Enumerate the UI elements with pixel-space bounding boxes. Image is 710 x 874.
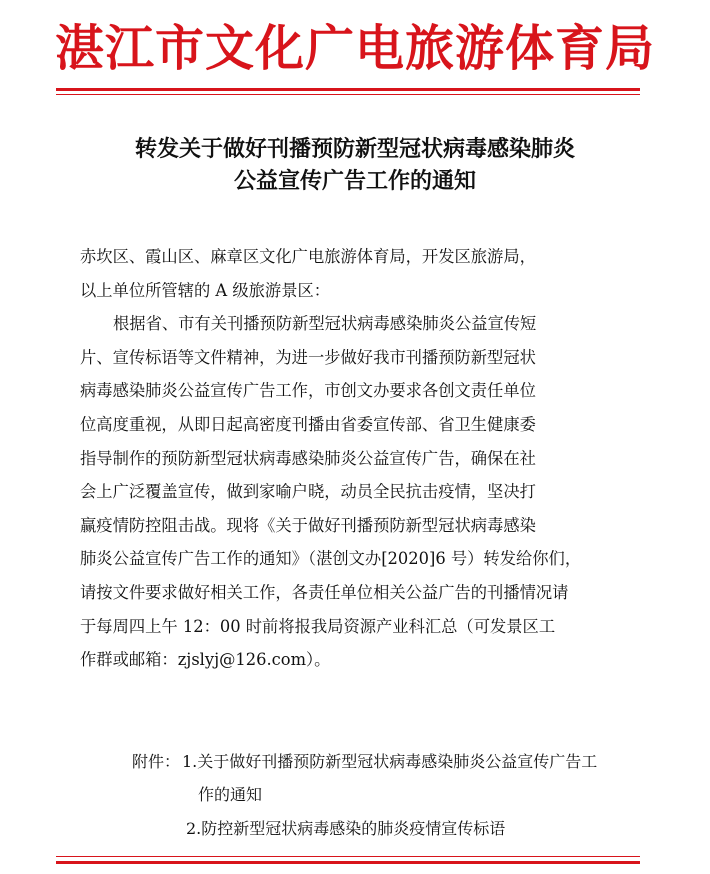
footer-rule-thick <box>56 861 640 864</box>
body-line: 位高度重视，从即日起高密度刊播由省委宣传部、省卫生健康委 <box>80 414 536 434</box>
addressee-line-2: 以上单位所管辖的 A 级旅游景区： <box>80 280 331 300</box>
body-line: 作群或邮箱：zjslyj@126.com）。 <box>80 650 331 670</box>
header-rule-thick <box>56 88 640 91</box>
body-line: 根据省、市有关刊播预防新型冠状病毒感染肺炎公益宣传短 <box>113 314 537 334</box>
body-line: 病毒感染肺炎公益宣传广告工作，市创文办要求各创文责任单位 <box>80 381 536 401</box>
header-rule-thin <box>56 94 640 95</box>
attachment-item-2: 2.防控新型冠状病毒感染的肺炎疫情宣传标语 <box>186 819 506 838</box>
footer-rule-thin <box>56 856 640 857</box>
body-line: 请按文件要求做好相关工作，各责任单位相关公益广告的刊播情况请 <box>80 582 569 602</box>
attachment-item-1-line-1: 1.关于做好刊播预防新型冠状病毒感染肺炎公益宣传广告工 <box>182 752 598 771</box>
body-line: 赢疫情防控阻击战。现将《关于做好刊播预防新型冠状病毒感染 <box>80 515 536 535</box>
attachments-label: 附件： <box>132 752 181 771</box>
body-line: 会上广泛覆盖宣传，做到家喻户晓，动员全民抗击疫情，坚决打 <box>80 482 536 502</box>
document-title <box>60 133 650 197</box>
body-line: 于每周四上午 12：00 时前将报我局资源产业科汇总（可发景区工 <box>80 616 556 636</box>
attachment-item-1-line-2: 作的通知 <box>198 785 263 804</box>
letterhead-org-name: 湛江市文化广电旅游体育局 <box>54 19 655 77</box>
title-line-2: 公益宣传广告工作的通知 <box>233 168 476 194</box>
title-line-1: 转发关于做好刊播预防新型冠状病毒感染肺炎 <box>134 136 575 162</box>
addressee-line-1: 赤坎区、霞山区、麻章区文化广电旅游体育局，开发区旅游局， <box>80 247 536 266</box>
body-line: 指导制作的预防新型冠状病毒感染肺炎公益宣传广告，确保在社 <box>80 448 536 468</box>
body-line: 肺炎公益宣传广告工作的通知》（湛创文办[2020]6 号）转发给你们， <box>80 549 582 569</box>
body-line: 片、宣传标语等文件精神，为进一步做好我市刊播预防新型冠状 <box>80 347 536 367</box>
document-body <box>80 240 630 677</box>
